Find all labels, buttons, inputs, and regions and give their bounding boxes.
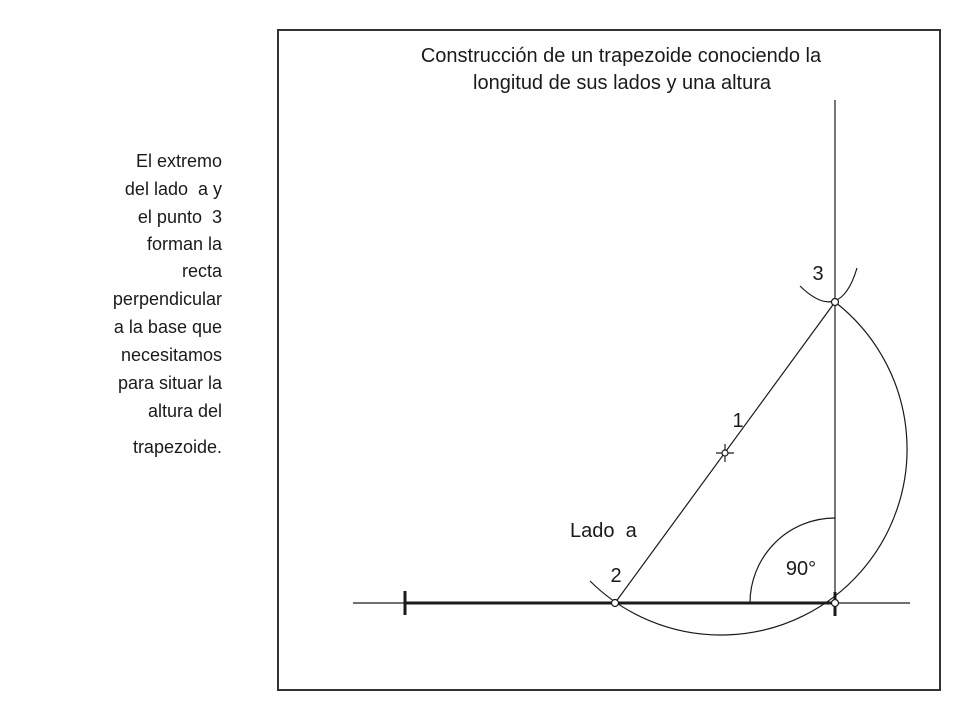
- intersection-arc: [800, 268, 857, 302]
- note-line: El extremo: [135, 151, 222, 171]
- note-line: recta: [181, 261, 222, 281]
- note-line: perpendicular: [112, 289, 222, 309]
- midpoint-marker: [716, 444, 734, 462]
- label-angle: 90°: [785, 558, 817, 580]
- note-line: altura del: [147, 401, 222, 421]
- note-line: necesitamos: [120, 345, 222, 365]
- label-point-3: 3: [812, 263, 824, 285]
- foot-point-marker: [832, 600, 839, 607]
- note-line: forman la: [146, 234, 222, 254]
- label-point-2: 2: [610, 565, 622, 587]
- thales-arc: [590, 302, 907, 635]
- explanation-note: [113, 151, 223, 457]
- point-2-marker: [612, 600, 619, 607]
- point-3-marker: [832, 299, 839, 306]
- note-line: para situar la: [117, 373, 222, 393]
- label-side-a: Lado a: [570, 520, 637, 542]
- note-line: el punto 3: [137, 207, 222, 227]
- label-point-1: 1: [732, 410, 744, 432]
- title-line: Construcción de un trapezoide conociendo la: [420, 45, 822, 67]
- title-line: longitud de sus lados y una altura: [473, 72, 771, 94]
- note-line: trapezoide.: [132, 437, 222, 457]
- note-line: a la base que: [113, 317, 222, 337]
- diagram-title: [421, 45, 822, 94]
- note-line: del lado a y: [124, 179, 222, 199]
